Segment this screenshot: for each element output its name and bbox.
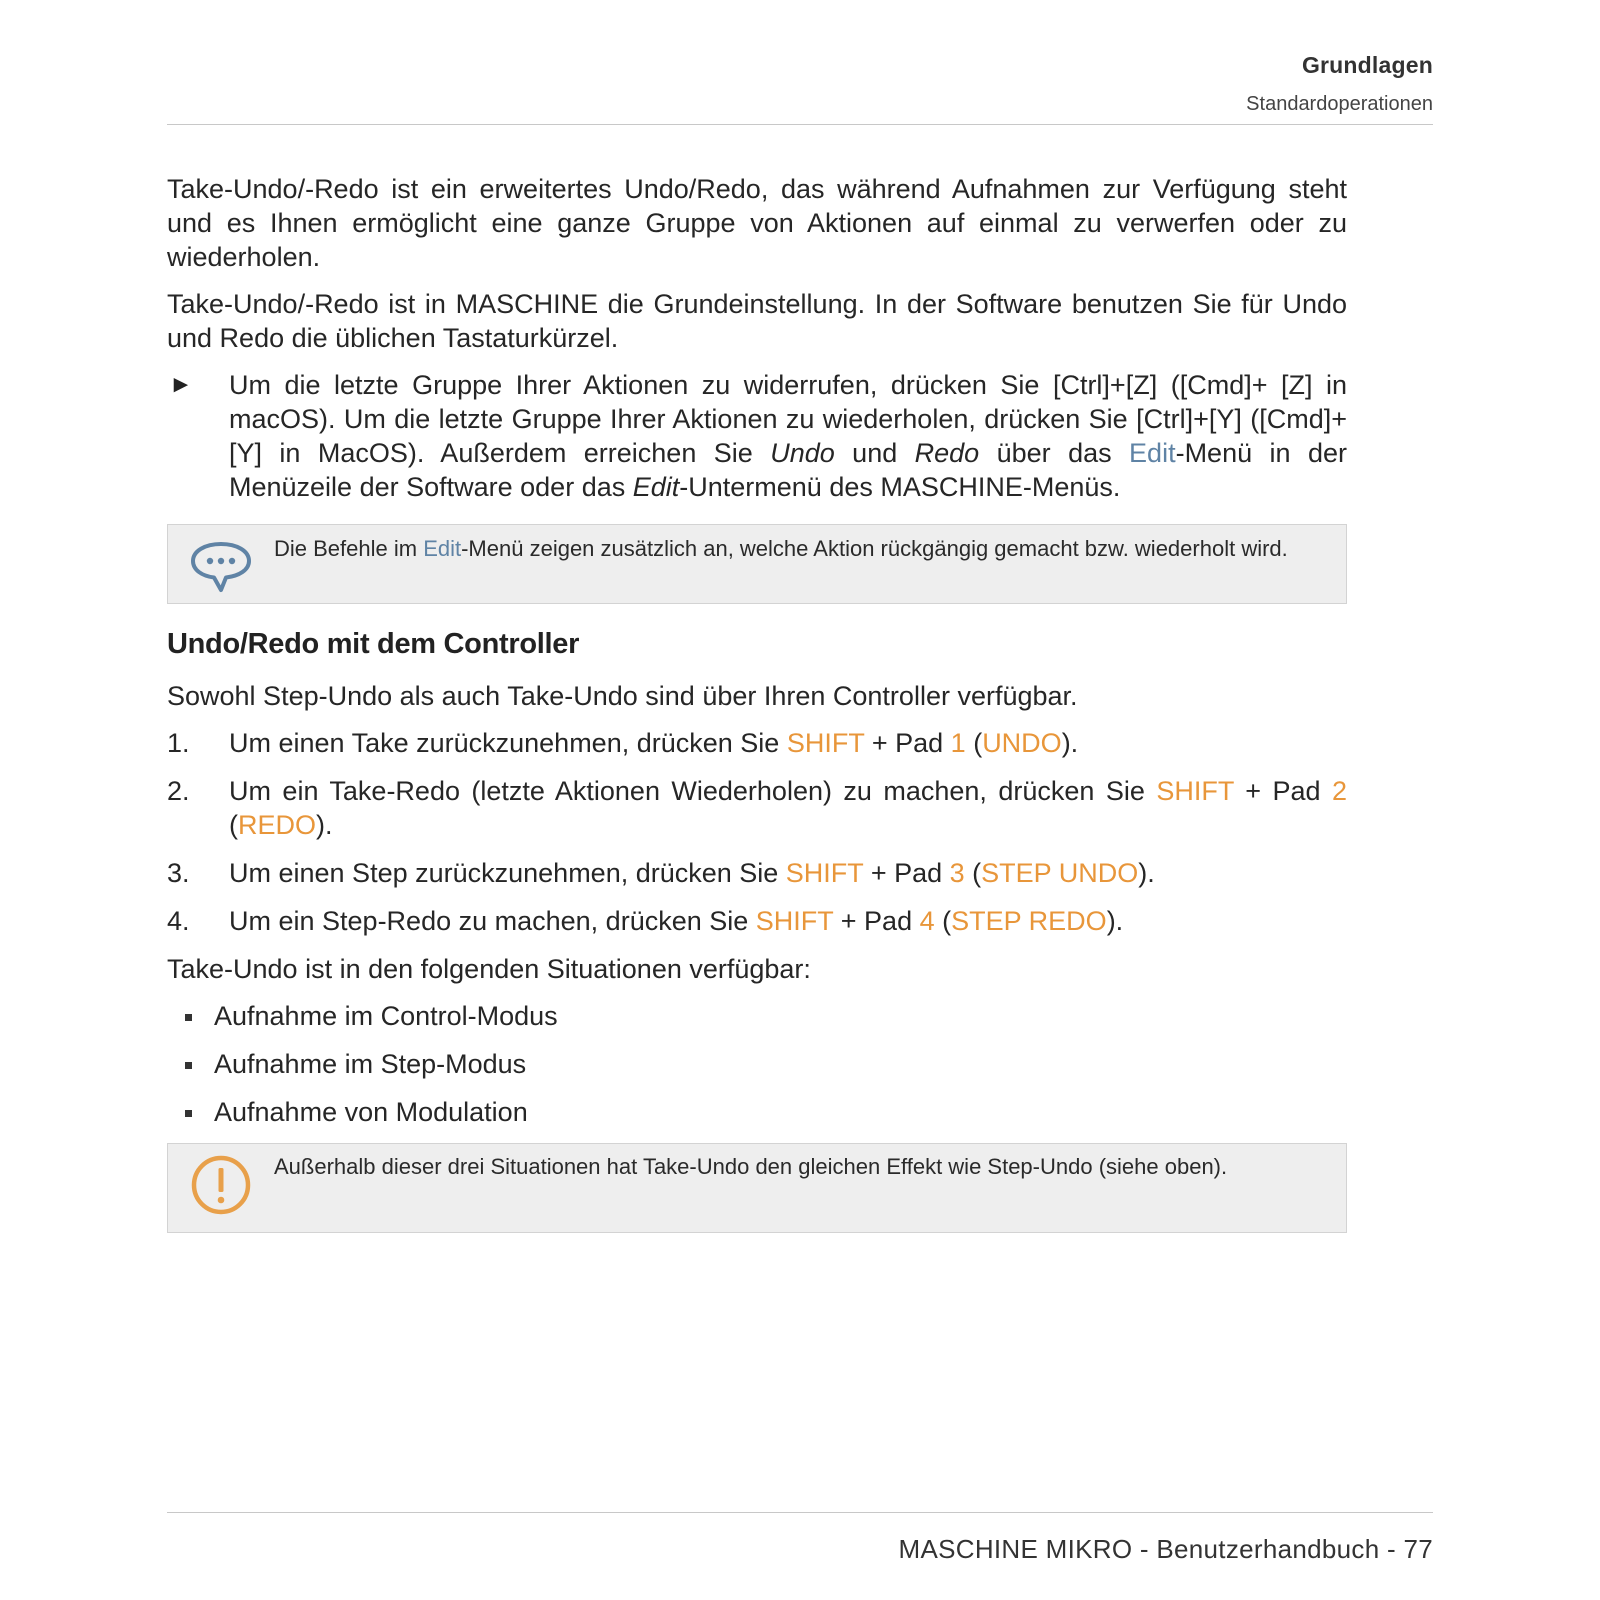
paragraph-take-undo-default: Take-Undo/-Redo ist in MASCHINE die Grundeinstellung. In der Software benutzen Sie für Undo und Redo die üblichen Tastaturkürzel. xyxy=(167,289,1347,353)
square-bullet-icon xyxy=(185,1110,192,1117)
section-heading: Undo/Redo mit dem Controller xyxy=(167,628,580,660)
page-content xyxy=(167,172,1347,1233)
step-item-2: 2. Um ein Take-Redo (letzte Aktionen Wiederholen) zu machen, drücken Sie SHIFT + Pad 2 (REDO). xyxy=(167,776,1347,840)
step-item-1: 1. Um einen Take zurückzunehmen, drücken Sie SHIFT + Pad 1 (UNDO). xyxy=(167,728,1079,758)
header-divider xyxy=(167,124,1433,125)
paragraph-take-undo-intro: Take-Undo/-Redo ist ein erweitertes Undo/Redo, das während Aufnahmen zur Verfügung steht und es Ihnen ermöglicht eine ganze Gruppe von Aktionen auf einmal zu verwerfen oder zu wiederholen. xyxy=(167,174,1347,272)
header-section-title: Standardoperationen xyxy=(1246,93,1433,115)
exclamation-circle-icon xyxy=(190,1154,252,1216)
edit-menu-reference: Edit xyxy=(423,536,462,561)
edit-menu-reference: Edit xyxy=(1129,438,1176,468)
shift-key: SHIFT xyxy=(785,858,864,888)
instruction-item xyxy=(167,368,1347,504)
warning-box xyxy=(167,1143,1347,1233)
instruction-text: Um die letzte Gruppe Ihrer Aktionen zu widerrufen, drücken Sie [Ctrl]+[Z] ([Cmd]+ [Z] in macOS). Um die letzte Gruppe Ihrer Aktionen zu wiederholen, drücken Sie [Ctrl]+[Y] ([Cmd]+ [Y] in MacOS). Außerdem erreichen Sie Undo und Redo über das Edit-Menü in der Menüzeile der Software oder das Edit-Untermenü des MASCHINE-Menüs. xyxy=(229,370,1347,502)
shift-key: SHIFT xyxy=(786,728,865,758)
warning-text: Außerhalb dieser drei Situationen hat Take-Undo den gleichen Effekt wie Step-Undo (siehe oben). xyxy=(274,1154,1228,1179)
pad-number: 2 xyxy=(1331,776,1347,806)
note-box xyxy=(167,524,1347,604)
header-chapter-title: Grundlagen xyxy=(1301,52,1433,78)
step-number: 1. xyxy=(167,728,190,758)
step-number: 2. xyxy=(167,776,190,806)
pad-number: 3 xyxy=(949,858,965,888)
shift-key: SHIFT xyxy=(755,906,834,936)
redo-term: Redo xyxy=(914,438,980,468)
numbered-steps-list xyxy=(167,726,1347,938)
undo-term: Undo xyxy=(770,438,835,468)
pad-action: REDO xyxy=(238,810,317,840)
pad-number: 1 xyxy=(950,728,966,758)
footer-page-info: MASCHINE MIKRO - Benutzerhandbuch - 77 xyxy=(898,1534,1433,1564)
availability-intro: Take-Undo ist in den folgenden Situationen verfügbar: xyxy=(167,954,811,984)
pad-action: STEP REDO xyxy=(951,906,1107,936)
step-number: 4. xyxy=(167,906,190,936)
list-item: Aufnahme im Control-Modus xyxy=(167,999,1347,1033)
step-item-4: 4. Um ein Step-Redo zu machen, drücken Sie SHIFT + Pad 4 (STEP REDO). xyxy=(167,906,1124,936)
step-number: 3. xyxy=(167,858,190,888)
note-text: Die Befehle im Edit-Menü zeigen zusätzlich an, welche Aktion rückgängig gemacht bzw. wiederholt wird. xyxy=(274,536,1288,561)
availability-list xyxy=(167,999,1347,1129)
edit-submenu-reference: Edit xyxy=(632,472,680,502)
pad-action: STEP UNDO xyxy=(981,858,1139,888)
speech-bubble-icon xyxy=(188,539,254,595)
pad-action: UNDO xyxy=(982,728,1062,758)
shift-key: SHIFT xyxy=(1156,776,1234,806)
step-item-3: 3. Um einen Step zurückzunehmen, drücken Sie SHIFT + Pad 3 (STEP UNDO). xyxy=(167,858,1155,888)
list-item: Aufnahme im Step-Modus xyxy=(167,1047,1347,1081)
section-intro: Sowohl Step-Undo als auch Take-Undo sind über Ihren Controller verfügbar. xyxy=(167,681,1078,711)
arrow-bullet-icon: ► xyxy=(169,371,193,398)
list-item: Aufnahme von Modulation xyxy=(167,1095,1347,1129)
square-bullet-icon xyxy=(185,1062,192,1069)
footer-divider xyxy=(167,1512,1433,1513)
pad-number: 4 xyxy=(919,906,935,936)
square-bullet-icon xyxy=(185,1014,192,1021)
